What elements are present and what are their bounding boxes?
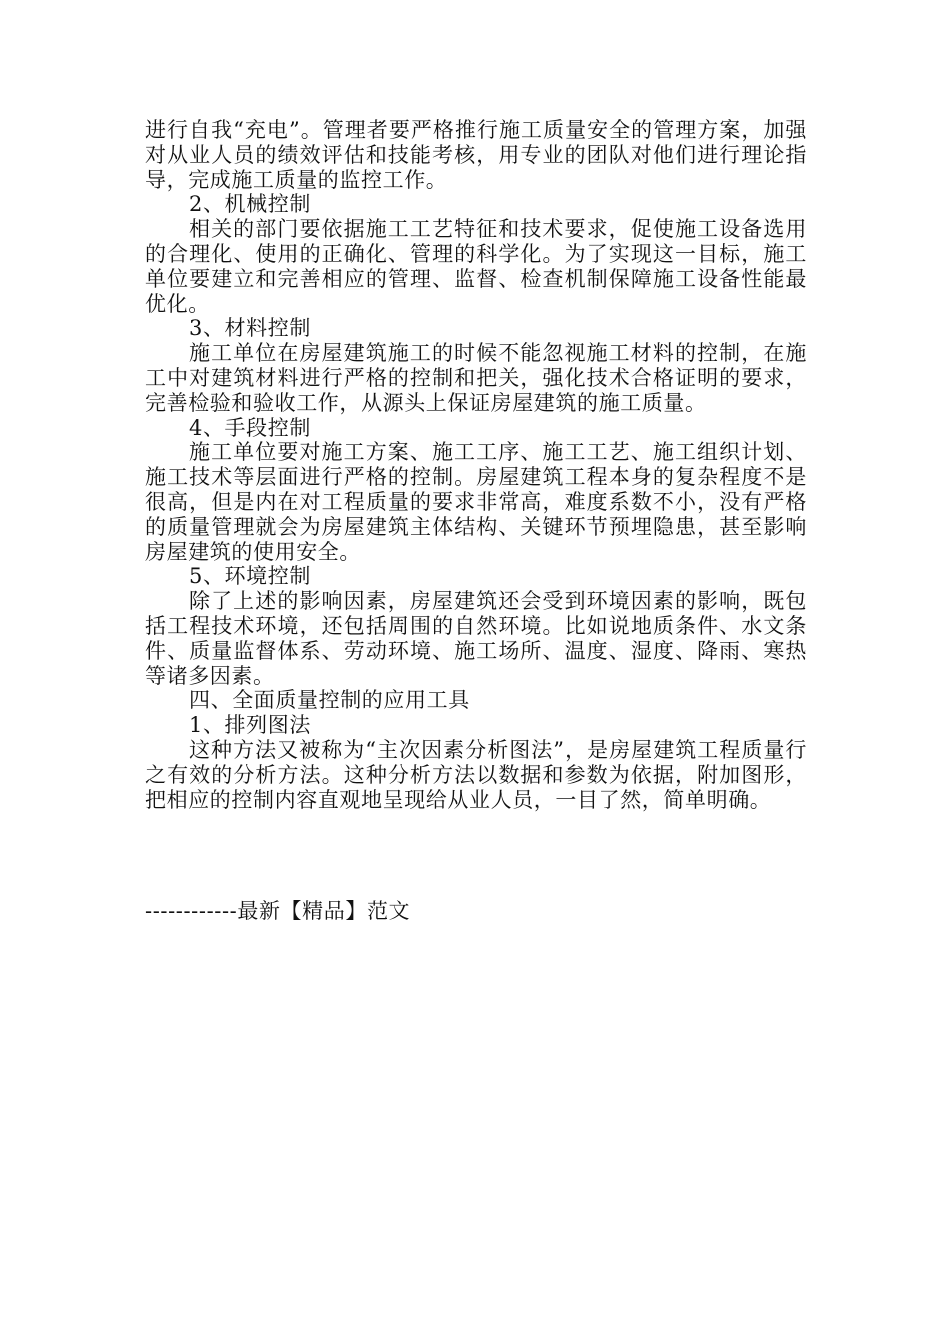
heading-quality-tools: 四、全面质量控制的应用工具 xyxy=(189,688,470,713)
document-footer: ------------最新【精品】范文 xyxy=(145,899,411,923)
paragraph-continuation: 进行自我“充电”。管理者要严格推行施工质量安全的管理方案，加强对从业人员的绩效评估和技能考核，用专业的团队对他们进行理论指导，完成施工质量的监控工作。 xyxy=(145,118,807,192)
heading-environment-control: 5、环境控制 xyxy=(189,564,311,589)
paragraph-pareto-chart: 这种方法又被称为“主次因素分析图法”，是房屋建筑工程质量行之有效的分析方法。这种分析方法以数据和参数为依据，附加图形，把相应的控制内容直观地呈现给从业人员，一目了然，简单明确。 xyxy=(145,737,807,812)
paragraph-environment-control: 除了上述的影响因素，房屋建筑还会受到环境因素的影响，既包括工程技术环境，还包括周围的自然环境。比如说地质条件、水文条件、质量监督体系、劳动环境、施工场所、温度、湿度、降雨、寒热等诸多因素。 xyxy=(145,589,807,688)
heading-method-control: 4、手段控制 xyxy=(189,415,311,440)
heading-pareto-chart: 1、排列图法 xyxy=(189,713,311,738)
document-body xyxy=(145,118,807,812)
paragraph-machinery-control: 相关的部门要依据施工工艺特征和技术要求，促使施工设备选用的合理化、使用的正确化、管理的科学化。为了实现这一目标，施工单位要建立和完善相应的管理、监督、检查机制保障施工设备性能最优化。 xyxy=(145,217,807,316)
paragraph-method-control: 施工单位要对施工方案、施工工序、施工工艺、施工组织计划、施工技术等层面进行严格的控制。房屋建筑工程本身的复杂程度不是很高，但是内在对工程质量的要求非常高，难度系数不小，没有严格的质量管理就会为房屋建筑主体结构、关键环节预埋隐患，甚至影响房屋建筑的使用安全。 xyxy=(145,440,807,564)
heading-machinery-control: 2、机械控制 xyxy=(189,192,311,217)
heading-material-control: 3、材料控制 xyxy=(189,316,311,341)
paragraph-material-control: 施工单位在房屋建筑施工的时候不能忽视施工材料的控制，在施工中对建筑材料进行严格的控制和把关，强化技术合格证明的要求，完善检验和验收工作，从源头上保证房屋建筑的施工质量。 xyxy=(145,341,807,415)
